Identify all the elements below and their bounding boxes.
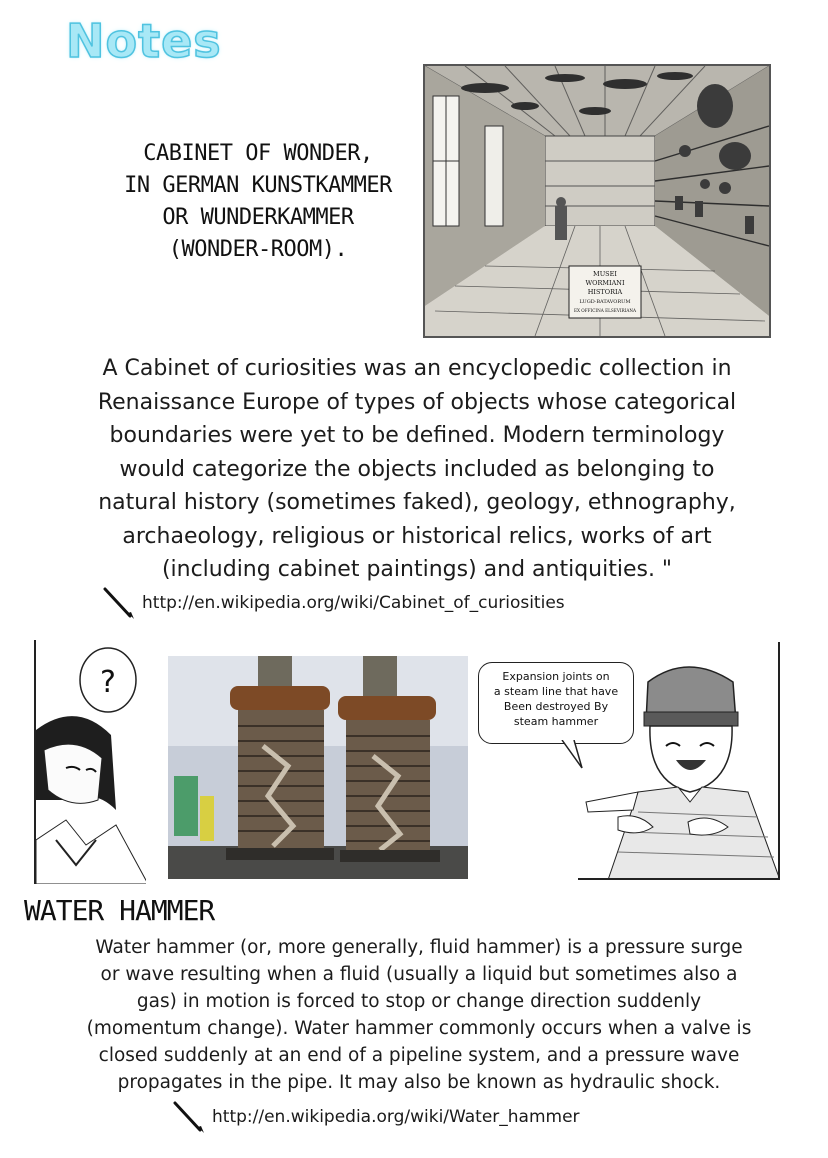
page-title: Notes xyxy=(66,14,222,68)
bubble-line: a steam line that have xyxy=(493,685,619,698)
paragraph-line: A Cabinet of curiosities was an encyclopedic collection in xyxy=(102,356,732,381)
paragraph-line: would categorize the objects included as belonging to xyxy=(119,456,715,482)
engraving-sign-line: HISTORIA xyxy=(587,288,623,296)
paragraph-line: or wave resulting when a fluid (usually a liquid but sometimes also a xyxy=(100,964,738,985)
paragraph-line: Water hammer (or, more generally, fluid hammer) is a pressure surge xyxy=(95,937,743,958)
engraving-sign-line: EX OFFICINA ELSEVIRIANA xyxy=(573,308,637,313)
bubble-line: Been destroyed By xyxy=(503,700,609,713)
cabinet-engraving-image xyxy=(423,64,771,338)
cabinet-source-link-row xyxy=(102,586,565,620)
caption-line: OR WUNDERKAMMER xyxy=(162,205,354,230)
caption-line: CABINET OF WONDER, xyxy=(143,141,373,166)
pen-icon xyxy=(102,586,136,620)
engraving-sign-line: WORMIANI xyxy=(585,279,625,287)
paragraph-line: propagates in the pipe. It may also be known as hydraulic shock. xyxy=(117,1072,721,1093)
question-mark: ? xyxy=(100,665,116,700)
water-hammer-source-link[interactable]: http://en.wikipedia.org/wiki/Water_hammer xyxy=(212,1107,580,1127)
paragraph-line: Renaissance Europe of types of objects whose categorical xyxy=(97,389,737,415)
speech-bubble xyxy=(478,662,634,744)
engraving-sign-line: MUSEI xyxy=(593,270,617,278)
paragraph-line: boundaries were yet to be defined. Modern terminology xyxy=(109,423,725,448)
manga-girl-panel xyxy=(34,640,146,884)
paragraph-line: (momentum change). Water hammer commonly occurs when a valve is xyxy=(86,1018,752,1039)
expansion-joints-photo xyxy=(168,656,468,879)
cabinet-source-link[interactable]: http://en.wikipedia.org/wiki/Cabinet_of_curiosities xyxy=(142,593,565,613)
paragraph-line: closed suddenly at an end of a pipeline system, and a pressure wave xyxy=(98,1045,740,1066)
water-hammer-heading: WATER HAMMER xyxy=(24,894,215,927)
paragraph-line: natural history (sometimes faked), geology, ethnography, xyxy=(98,490,736,515)
bubble-line: steam hammer xyxy=(513,715,599,728)
pen-icon xyxy=(172,1100,206,1134)
cabinet-paragraph xyxy=(36,352,798,587)
paragraph-line: (including cabinet paintings) and antiquities. " xyxy=(161,557,673,582)
water-hammer-paragraph xyxy=(56,934,782,1096)
paragraph-line: archaeology, religious or historical relics, works of art xyxy=(122,523,712,549)
speech-bubble-tail xyxy=(560,740,590,770)
bubble-line: Expansion joints on xyxy=(502,670,610,683)
water-hammer-source-link-row xyxy=(172,1100,580,1134)
caption-line: IN GERMAN KUNSTKAMMER xyxy=(124,173,392,198)
engraving-sign-line: LUGD·BATAVORUM xyxy=(579,299,631,305)
paragraph-line: gas) in motion is forced to stop or change direction suddenly xyxy=(136,991,702,1012)
caption-line: (WONDER-ROOM). xyxy=(168,237,348,262)
cabinet-caption xyxy=(100,138,416,266)
